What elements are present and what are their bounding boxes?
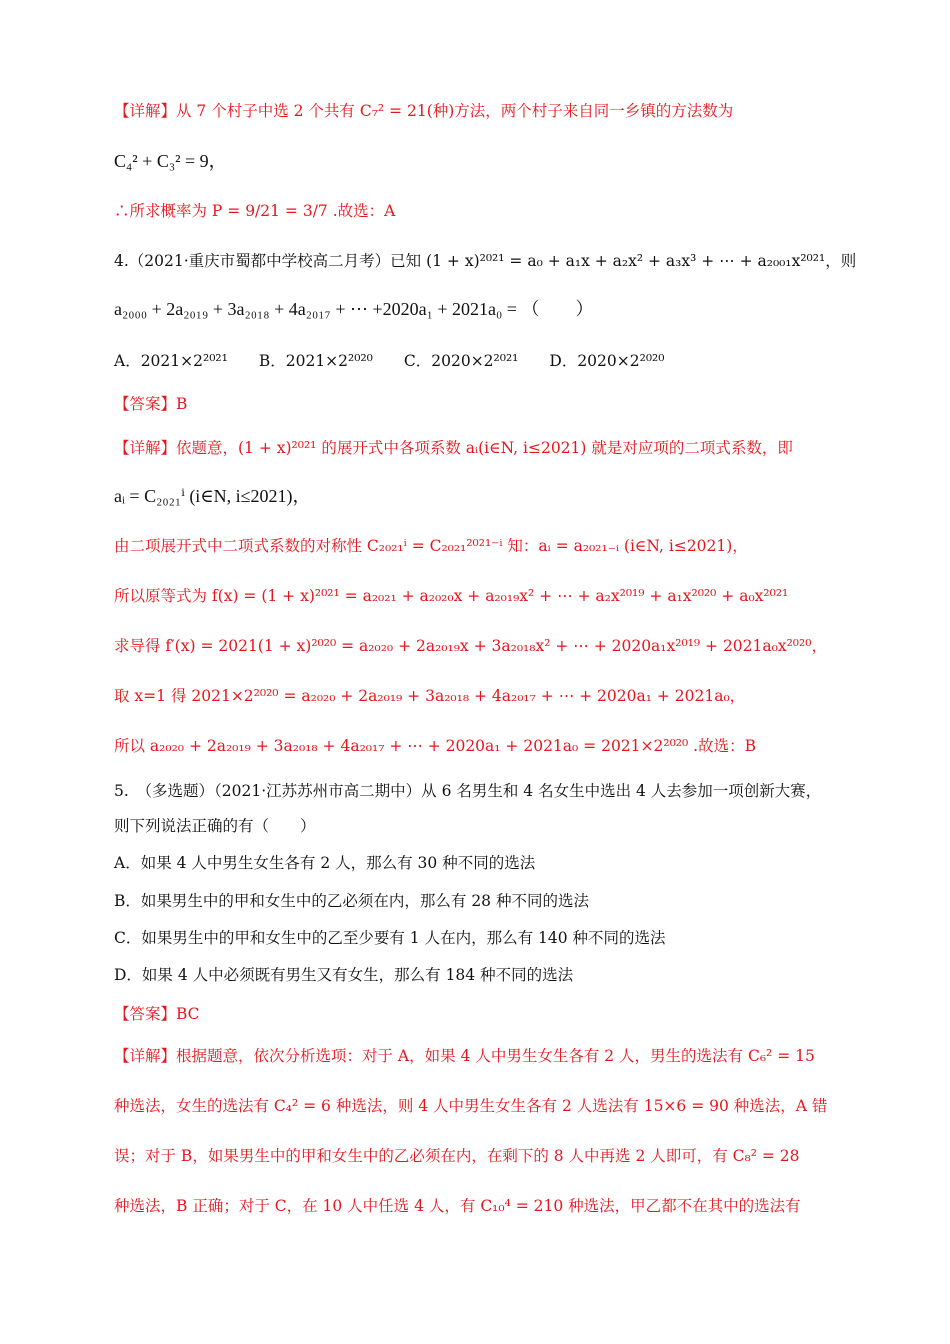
text-line: C₄² + C₃² = 9， [114, 151, 227, 171]
text-line: 所以 a₂₀₂₀ + 2a₂₀₁₉ + 3a₂₀₁₈ + 4a₂₀₁₇ + ⋯ + 2020a₁ + 2021a₀ = 2021×2²⁰²⁰ .故选：B [114, 737, 756, 755]
text-line: 由二项展开式中二项式系数的对称性 C₂₀₂₁ⁱ = C₂₀₂₁²⁰²¹⁻ⁱ 知：aᵢ = a₂₀₂₁₋ᵢ (i∈N, i≤2021)， [114, 537, 748, 555]
text-line: 【详解】依题意，(1 + x)²⁰²¹ 的展开式中各项系数 aᵢ(i∈N, i≤2021) 就是对应项的二项式系数，即 [114, 439, 793, 457]
text-line: 误；对于 B，如果男生中的甲和女生中的乙必须在内，在剩下的 8 人中再选 2 人即可，有 C₈² = 28 [114, 1147, 800, 1165]
text-line: 种选法，女生的选法有 C₄² = 6 种选法，则 4 人中男生女生各有 2 人选法有 15×6 = 90 种选法，A 错 [114, 1097, 828, 1115]
text-line: 所以原等式为 f(x) = (1 + x)²⁰²¹ = a₂₀₂₁ + a₂₀₂₀x + a₂₀₁₉x² + ⋯ + a₂x²⁰¹⁹ + a₁x²⁰²⁰ + a₀x²⁰²¹ [114, 587, 789, 605]
option-a: A．如果 4 人中男生女生各有 2 人，那么有 30 种不同的选法 [114, 854, 536, 872]
text-line: 【详解】根据题意，依次分析选项：对于 A，如果 4 人中男生女生各有 2 人，男生的选法有 C₆² = 15 [114, 1047, 815, 1065]
question-4-stem: 4.（2021·重庆市蜀都中学校高二月考）已知 (1 + x)²⁰²¹ = a₀ + a₁x + a₂x² + a₃x³ + ⋯ + a₂₀₀₁x²⁰²¹，则 [114, 252, 857, 270]
text-line: 取 x=1 得 2021×2²⁰²⁰ = a₂₀₂₀ + 2a₂₀₁₉ + 3a₂₀₁₈ + 4a₂₀₁₇ + ⋯ + 2020a₁ + 2021a₀， [114, 687, 746, 705]
text-line: aᵢ = C₂₀₂₁ⁱ (i∈N, i≤2021)， [114, 486, 311, 506]
text-line: ∴所求概率为 P = 9/21 = 3/7 .故选：A [114, 202, 396, 220]
question-5-stem-cont: 则下列说法正确的有（ ） [114, 817, 316, 835]
text-line: 种选法，B 正确；对于 C，在 10 人中任选 4 人，有 C₁₀⁴ = 210 种选法，甲乙都不在其中的选法有 [114, 1197, 801, 1215]
option-d: D．如果 4 人中必须既有男生又有女生，那么有 184 种不同的选法 [114, 966, 574, 984]
question-5-stem: 5. （多选题）（2021·江苏苏州市高二期中）从 6 名男生和 4 名女生中选出 4 人去参加一项创新大赛， [114, 782, 822, 800]
answer-label: 【答案】B [114, 395, 188, 413]
answer-label: 【答案】BC [114, 1005, 200, 1023]
option-c: C．如果男生中的甲和女生中的乙至少要有 1 人在内，那么有 140 种不同的选法 [114, 929, 666, 947]
question-4-options: A．2021×2²⁰²¹ B．2021×2²⁰²⁰ C．2020×2²⁰²¹ D．2020×2²⁰²⁰ [114, 352, 665, 370]
text-line: 求导得 f′(x) = 2021(1 + x)²⁰²⁰ = a₂₀₂₀ + 2a₂₀₁₉x + 3a₂₀₁₈x² + ⋯ + 2020a₁x²⁰¹⁹ + 2021a₀x²⁰²⁰， [114, 637, 827, 655]
text-line: 【详解】从 7 个村子中选 2 个共有 C₇² = 21(种)方法，两个村子来自同一乡镇的方法数为 [114, 102, 734, 120]
option-b: B．如果男生中的甲和女生中的乙必须在内，那么有 28 种不同的选法 [114, 892, 589, 910]
question-4-expression: a₂₀₀₀ + 2a₂₀₁₉ + 3a₂₀₁₈ + 4a₂₀₁₇ + ⋯ +2020a₁ + 2021a₀ = （ ） [114, 299, 594, 319]
